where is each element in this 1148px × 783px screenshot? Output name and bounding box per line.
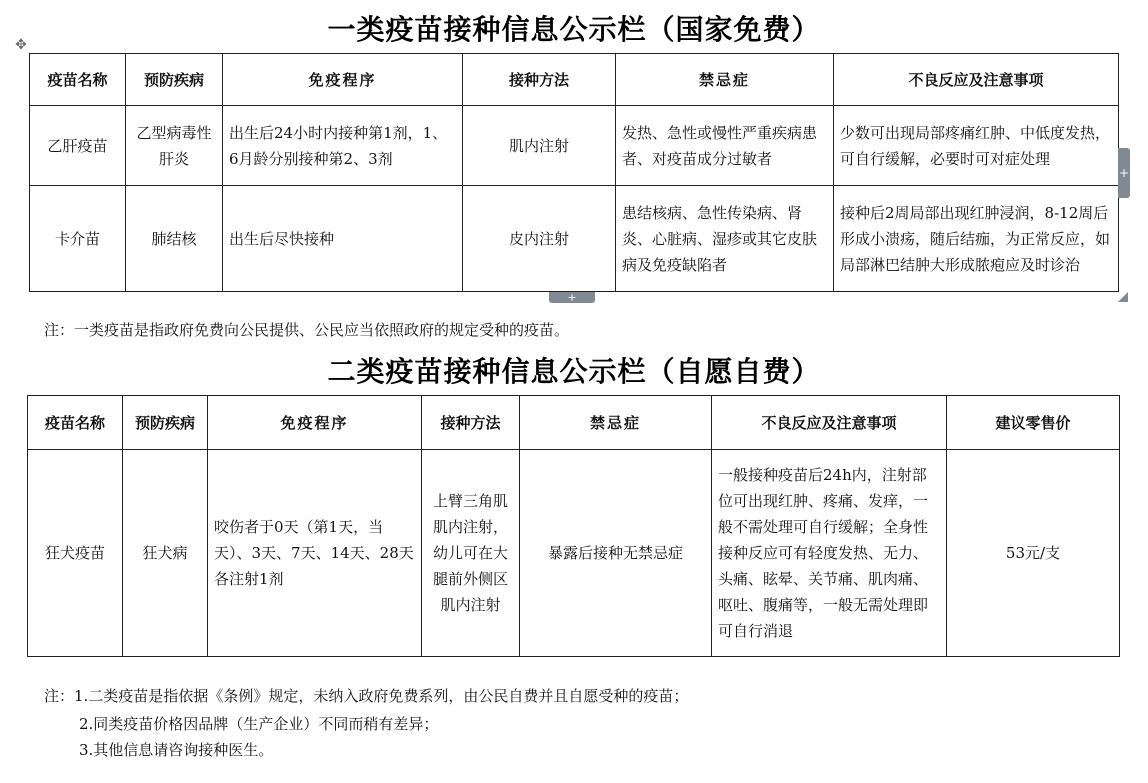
cell-disease[interactable]: 肺结核 [126, 186, 223, 292]
cell-method[interactable]: 肌内注射 [463, 106, 616, 186]
table2-note-2: 2.同类疫苗价格因品牌（生产企业）不同而稍有差异； [79, 715, 439, 733]
cell-vaccine-name[interactable]: 狂犬疫苗 [28, 450, 123, 657]
header-contraindications: 禁忌症 [520, 396, 712, 450]
cell-disease[interactable]: 乙型病毒性肝炎 [126, 106, 223, 186]
cell-adverse-reactions[interactable]: 少数可出现局部疼痛红肿、中低度发热，可自行缓解，必要时可对症处理 [834, 106, 1119, 186]
cell-method[interactable]: 皮内注射 [463, 186, 616, 292]
table2-note-3: 3.其他信息请咨询接种医生。 [79, 741, 274, 759]
move-table-icon[interactable]: ✥ [15, 37, 27, 53]
header-adverse-reactions: 不良反应及注意事项 [834, 54, 1119, 106]
cell-contraindications[interactable]: 发热、急性或慢性严重疾病患者、对疫苗成分过敏者 [616, 106, 834, 186]
header-disease: 预防疾病 [126, 54, 223, 106]
free-vaccine-table [29, 53, 1119, 292]
table2-title: 二类疫苗接种信息公示栏（自愿自费） [327, 355, 821, 388]
header-retail-price: 建议零售价 [947, 396, 1120, 450]
header-schedule: 免疫程序 [208, 396, 422, 450]
cell-disease[interactable]: 狂犬病 [123, 450, 208, 657]
cell-retail-price[interactable]: 53元/支 [947, 450, 1120, 657]
cell-schedule[interactable]: 出生后尽快接种 [223, 186, 463, 292]
header-adverse-reactions: 不良反应及注意事项 [712, 396, 947, 450]
cell-vaccine-name[interactable]: 乙肝疫苗 [30, 106, 126, 186]
cell-method[interactable]: 上臂三角肌肌内注射，幼儿可在大腿前外侧区肌内注射 [422, 450, 520, 657]
header-vaccine-name: 疫苗名称 [30, 54, 126, 106]
resize-handle-icon[interactable] [1118, 292, 1128, 302]
cell-adverse-reactions[interactable]: 一般接种疫苗后24h内，注射部位可出现红肿、疼痛、发痒，一般不需处理可自行缓解；全身性接种反应可有轻度发热、无力、头痛、眩晕、关节痛、肌肉痛、呕吐、腹痛等，一般无需处理即可自行消退 [712, 450, 947, 657]
add-column-button[interactable]: + [1118, 148, 1130, 198]
header-schedule: 免疫程序 [223, 54, 463, 106]
header-method: 接种方法 [422, 396, 520, 450]
table1-title: 一类疫苗接种信息公示栏（国家免费） [327, 13, 821, 46]
header-method: 接种方法 [463, 54, 616, 106]
header-vaccine-name: 疫苗名称 [28, 396, 123, 450]
cell-contraindications[interactable]: 患结核病、急性传染病、肾炎、心脏病、湿疹或其它皮肤病及免疫缺陷者 [616, 186, 834, 292]
add-row-button[interactable]: + [549, 292, 595, 303]
header-contraindications: 禁忌症 [616, 54, 834, 106]
table2-note-1: 注：1.二类疫苗是指依据《条例》规定，未纳入政府免费系列，由公民自费并且自愿受种的疫苗； [44, 687, 689, 705]
cell-contraindications[interactable]: 暴露后接种无禁忌症 [520, 450, 712, 657]
paid-vaccine-table [27, 395, 1120, 657]
cell-adverse-reactions[interactable]: 接种后2周局部出现红肿浸润，8-12周后形成小溃疡，随后结痂，为正常反应，如局部淋巴结肿大形成脓疱应及时诊治 [834, 186, 1119, 292]
cell-vaccine-name[interactable]: 卡介苗 [30, 186, 126, 292]
cell-schedule[interactable]: 出生后24小时内接种第1剂，1、6月龄分别接种第2、3剂 [223, 106, 463, 186]
table-header-row [28, 396, 1120, 450]
table1-note: 注：一类疫苗是指政府免费向公民提供、公民应当依照政府的规定受种的疫苗。 [44, 321, 570, 339]
table-row [28, 450, 1120, 657]
table-row [30, 186, 1119, 292]
table-row [30, 106, 1119, 186]
table-header-row [30, 54, 1119, 106]
header-disease: 预防疾病 [123, 396, 208, 450]
cell-schedule[interactable]: 咬伤者于0天（第1天，当天）、3天、7天、14天、28天各注射1剂 [208, 450, 422, 657]
